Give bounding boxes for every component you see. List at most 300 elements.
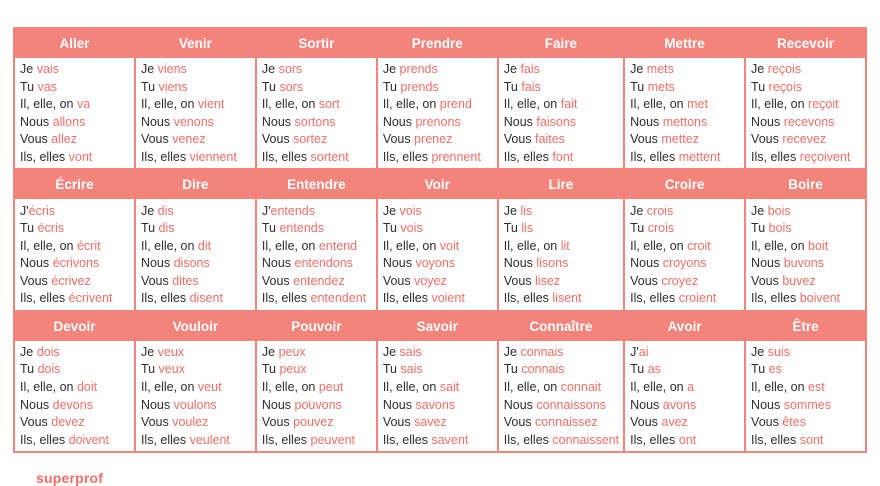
- verb-title: Dire: [136, 170, 255, 199]
- conjugation-line: [262, 345, 372, 360]
- conjugation-line: [20, 80, 130, 95]
- pronoun: Ils, elles: [261, 432, 311, 447]
- verb-form: vais: [36, 62, 59, 77]
- conjugation-line: [141, 362, 251, 377]
- pronoun: Vous: [503, 132, 536, 147]
- conjugation-line: [504, 150, 619, 165]
- verb-title: Recevoir: [746, 29, 865, 58]
- conjugation-line: [383, 221, 493, 236]
- conjugation-line: [20, 398, 130, 413]
- conjugation-line: [504, 97, 619, 112]
- conjugation-line: [20, 380, 130, 395]
- verb-form: écris: [28, 203, 56, 218]
- conjugation-line: [504, 362, 619, 377]
- page-title: [0, 0, 880, 6]
- pronoun: Nous: [382, 114, 416, 129]
- verb-form: dis: [157, 203, 174, 218]
- pronoun: Vous: [20, 415, 52, 430]
- brand-logo: superprof: [36, 470, 104, 486]
- pronoun: Nous: [630, 114, 663, 129]
- verb-form: croient: [678, 291, 717, 306]
- conjugation-line: [262, 398, 372, 413]
- verb-form: savent: [431, 432, 469, 447]
- conjugation-list: [746, 199, 865, 309]
- verb-form: prenons: [415, 114, 461, 129]
- pronoun: Je: [503, 203, 521, 218]
- conjugation-line: [383, 398, 493, 413]
- pronoun: Il, elle, on: [503, 380, 561, 395]
- verb-form: a: [687, 380, 695, 395]
- verb-form: veulent: [189, 432, 230, 447]
- conjugation-line: [20, 415, 130, 430]
- conjugation-line: [262, 433, 372, 448]
- verb-card: [625, 29, 744, 168]
- pronoun: J': [630, 344, 639, 359]
- conjugation-line: [630, 150, 740, 165]
- verb-form: veux: [158, 362, 185, 377]
- conjugation-line: [751, 362, 861, 377]
- verb-form: dois: [36, 344, 60, 359]
- pronoun: Ils, elles: [503, 432, 553, 447]
- conjugation-list: [257, 199, 376, 309]
- conjugation-line: [141, 115, 251, 130]
- conjugation-line: [630, 291, 740, 306]
- verb-form: lit: [560, 238, 570, 253]
- pronoun: Il, elle, on: [751, 380, 809, 395]
- verb-card: [378, 170, 497, 309]
- conjugation-line: [262, 239, 372, 254]
- pronoun: Il, elle, on: [751, 238, 809, 253]
- conjugation-line: [504, 291, 619, 306]
- conjugation-line: [262, 415, 372, 430]
- conjugation-line: [630, 62, 740, 77]
- pronoun: Vous: [382, 415, 415, 430]
- verb-form: écris: [37, 221, 65, 236]
- pronoun: Je: [382, 344, 400, 359]
- verb-form: connais: [520, 344, 564, 359]
- conjugation-line: [262, 362, 372, 377]
- conjugation-line: [20, 221, 130, 236]
- verb-title: Être: [746, 312, 865, 341]
- verb-form: reçois: [768, 79, 802, 94]
- verb-form: buvez: [782, 273, 816, 288]
- pronoun: Ils, elles: [382, 432, 432, 447]
- verb-card: [625, 312, 744, 451]
- verb-form: allez: [51, 132, 77, 147]
- conjugation-line: [751, 97, 861, 112]
- verb-card: [15, 170, 134, 309]
- pronoun: Ils, elles: [630, 432, 679, 447]
- conjugation-line: [383, 239, 493, 254]
- verb-form: devez: [51, 415, 85, 430]
- pronoun: Je: [382, 203, 400, 218]
- verb-form: venons: [173, 114, 214, 129]
- pronoun: Ils, elles: [140, 432, 190, 447]
- conjugation-grid: [13, 27, 867, 453]
- pronoun: Il, elle, on: [261, 380, 319, 395]
- conjugation-line: [751, 433, 861, 448]
- conjugation-line: [630, 380, 740, 395]
- verb-form: bois: [768, 221, 792, 236]
- conjugation-line: [383, 433, 493, 448]
- verb-form: savez: [414, 415, 447, 430]
- pronoun: Il, elle, on: [20, 380, 77, 395]
- pronoun: Il, elle, on: [382, 238, 440, 253]
- verb-title: Devoir: [15, 312, 134, 341]
- verb-title: Entendre: [257, 170, 376, 199]
- verb-title: Connaître: [499, 312, 623, 341]
- conjugation-line: [751, 345, 861, 360]
- pronoun: J': [261, 203, 271, 218]
- pronoun: Il, elle, on: [20, 238, 77, 253]
- conjugation-line: [504, 433, 619, 448]
- verb-form: doivent: [68, 432, 109, 447]
- conjugation-line: [751, 291, 861, 306]
- verb-card: [257, 29, 376, 168]
- verb-form: prends: [399, 62, 438, 77]
- verb-form: sortons: [294, 114, 336, 129]
- verb-card: [257, 312, 376, 451]
- verb-form: allons: [52, 114, 86, 129]
- conjugation-line: [141, 239, 251, 254]
- conjugation-list: [499, 341, 623, 451]
- pronoun: Nous: [503, 397, 537, 412]
- pronoun: Je: [140, 62, 158, 77]
- verb-form: veux: [157, 344, 185, 359]
- conjugation-line: [630, 80, 740, 95]
- pronoun: Nous: [140, 114, 174, 129]
- conjugation-line: [751, 239, 861, 254]
- conjugation-line: [504, 274, 619, 289]
- pronoun: Vous: [503, 415, 536, 430]
- verb-form: dois: [37, 362, 61, 377]
- verb-title: Voir: [378, 170, 497, 199]
- pronoun: Tu: [503, 79, 522, 94]
- verb-form: sait: [439, 380, 460, 395]
- verb-card: [15, 312, 134, 451]
- verb-form: vois: [400, 221, 423, 236]
- verb-title: Vouloir: [136, 312, 255, 341]
- verb-form: peuvent: [310, 432, 355, 447]
- verb-card: [746, 312, 865, 451]
- conjugation-list: [499, 58, 623, 168]
- verb-form: fais: [521, 79, 541, 94]
- pronoun: Tu: [261, 79, 280, 94]
- verb-title: Boire: [746, 170, 865, 199]
- pronoun: Il, elle, on: [261, 97, 319, 112]
- conjugation-line: [751, 80, 861, 95]
- conjugation-list: [15, 199, 134, 309]
- conjugation-line: [630, 97, 740, 112]
- verb-form: peut: [318, 380, 344, 395]
- verb-card: [625, 170, 744, 309]
- verb-form: sors: [279, 79, 304, 94]
- conjugation-list: [378, 58, 497, 168]
- conjugation-line: [262, 97, 372, 112]
- verb-form: sais: [399, 344, 422, 359]
- pronoun: Nous: [261, 397, 295, 412]
- pronoun: Vous: [630, 273, 662, 288]
- pronoun: Nous: [630, 256, 663, 271]
- conjugation-line: [141, 204, 251, 219]
- verb-form: reçois: [767, 62, 802, 77]
- pronoun: Nous: [20, 114, 53, 129]
- conjugation-line: [383, 362, 493, 377]
- pronoun: Je: [751, 203, 768, 218]
- verb-form: êtes: [782, 415, 806, 430]
- verb-form: peux: [278, 344, 306, 359]
- pronoun: Ils, elles: [751, 150, 800, 164]
- conjugation-line: [504, 239, 619, 254]
- verb-card: [136, 170, 255, 309]
- verb-form: mets: [646, 62, 674, 77]
- verb-form: entendent: [310, 291, 367, 306]
- conjugation-line: [383, 80, 493, 95]
- pronoun: Vous: [751, 415, 783, 430]
- pronoun: Il, elle, on: [140, 380, 198, 395]
- pronoun: Je: [630, 62, 647, 77]
- verb-form: veut: [197, 380, 222, 395]
- verb-form: venez: [172, 132, 206, 147]
- pronoun: J': [20, 203, 29, 218]
- conjugation-line: [630, 345, 740, 360]
- verb-form: croyons: [662, 256, 707, 271]
- conjugation-line: [751, 115, 861, 130]
- verb-form: prennent: [431, 150, 481, 164]
- conjugation-line: [141, 415, 251, 430]
- conjugation-line: [383, 415, 493, 430]
- verb-form: crois: [647, 221, 675, 236]
- conjugation-line: [20, 62, 130, 77]
- conjugation-line: [630, 362, 740, 377]
- conjugation-line: [262, 380, 372, 395]
- verb-form: fait: [560, 97, 578, 112]
- conjugation-line: [504, 415, 619, 430]
- pronoun: Ils, elles: [20, 150, 69, 164]
- verb-form: disent: [189, 291, 223, 306]
- verb-form: dit: [197, 238, 212, 253]
- verb-form: ont: [678, 432, 697, 447]
- conjugation-line: [262, 204, 372, 219]
- verb-form: reçoivent: [799, 150, 851, 164]
- verb-form: écrivez: [51, 273, 91, 288]
- conjugation-line: [504, 204, 619, 219]
- conjugation-line: [751, 204, 861, 219]
- verb-form: recevons: [783, 114, 835, 129]
- conjugation-line: [504, 132, 619, 147]
- conjugation-line: [141, 433, 251, 448]
- verb-form: sort: [318, 97, 340, 112]
- verb-form: lisons: [536, 256, 569, 271]
- verb-form: connait: [560, 380, 602, 395]
- pronoun: Je: [20, 344, 37, 359]
- conjugation-line: [20, 115, 130, 130]
- verb-form: viennent: [189, 150, 237, 164]
- pronoun: Il, elle, on: [382, 380, 440, 395]
- conjugation-line: [141, 132, 251, 147]
- pronoun: Ils, elles: [382, 150, 432, 164]
- pronoun: Vous: [261, 273, 294, 288]
- verb-form: mettez: [661, 132, 699, 147]
- verb-form: prend: [439, 97, 472, 112]
- verb-form: crois: [646, 203, 674, 218]
- conjugation-line: [20, 204, 130, 219]
- conjugation-line: [262, 274, 372, 289]
- pronoun: Tu: [140, 79, 159, 94]
- verb-card: [499, 29, 623, 168]
- pronoun: Je: [382, 62, 400, 77]
- verb-form: prends: [400, 79, 439, 94]
- conjugation-line: [504, 62, 619, 77]
- conjugation-line: [504, 398, 619, 413]
- pronoun: Ils, elles: [20, 432, 69, 447]
- verb-form: dis: [158, 221, 175, 236]
- conjugation-line: [630, 221, 740, 236]
- pronoun: Nous: [140, 397, 174, 412]
- pronoun: Vous: [20, 132, 52, 147]
- pronoun: Ils, elles: [261, 150, 311, 164]
- verb-form: reçoit: [808, 97, 839, 112]
- conjugation-line: [141, 380, 251, 395]
- verb-form: vont: [68, 150, 93, 164]
- conjugation-line: [141, 62, 251, 77]
- pronoun: Vous: [382, 132, 415, 147]
- conjugation-line: [20, 433, 130, 448]
- conjugation-line: [630, 433, 740, 448]
- verb-form: voyez: [414, 273, 447, 288]
- conjugation-line: [630, 204, 740, 219]
- pronoun: Vous: [751, 132, 783, 147]
- pronoun: Ils, elles: [140, 150, 190, 164]
- conjugation-line: [383, 274, 493, 289]
- conjugation-list: [15, 58, 134, 168]
- verb-card: [746, 170, 865, 309]
- verb-card: [378, 312, 497, 451]
- conjugation-line: [383, 150, 493, 165]
- pronoun: Vous: [140, 273, 173, 288]
- conjugation-line: [751, 398, 861, 413]
- conjugation-line: [20, 291, 130, 306]
- pronoun: Tu: [382, 79, 401, 94]
- pronoun: Je: [261, 62, 279, 77]
- pronoun: Vous: [261, 415, 294, 430]
- conjugation-line: [141, 221, 251, 236]
- verb-card: [378, 29, 497, 168]
- pronoun: Vous: [140, 415, 173, 430]
- pronoun: Ils, elles: [751, 432, 800, 447]
- conjugation-line: [630, 256, 740, 271]
- pronoun: Vous: [382, 273, 415, 288]
- verb-card: [257, 170, 376, 309]
- verb-form: devons: [52, 397, 93, 412]
- verb-form: entendez: [293, 273, 345, 288]
- conjugation-line: [751, 221, 861, 236]
- conjugation-line: [383, 291, 493, 306]
- verb-form: lisent: [552, 291, 582, 306]
- conjugation-line: [20, 274, 130, 289]
- conjugation-list: [257, 58, 376, 168]
- pronoun: Vous: [630, 132, 662, 147]
- pronoun: Il, elle, on: [382, 97, 440, 112]
- pronoun: Tu: [140, 221, 159, 236]
- pronoun: Nous: [630, 397, 663, 412]
- pronoun: Tu: [261, 362, 280, 377]
- verb-form: viens: [158, 79, 188, 94]
- verb-form: entendons: [294, 256, 353, 271]
- pronoun: Nous: [751, 256, 784, 271]
- verb-title: Prendre: [378, 29, 497, 58]
- conjugation-line: [630, 274, 740, 289]
- verb-form: boivent: [799, 291, 840, 306]
- verb-form: dites: [172, 273, 199, 288]
- conjugation-line: [751, 150, 861, 165]
- verb-form: connaissent: [552, 432, 620, 447]
- verb-form: sais: [400, 362, 423, 377]
- pronoun: Je: [503, 344, 521, 359]
- verb-card: [499, 312, 623, 451]
- conjugation-line: [504, 256, 619, 271]
- verb-form: mettent: [678, 150, 721, 164]
- pronoun: Ils, elles: [261, 291, 311, 306]
- conjugation-line: [751, 256, 861, 271]
- pronoun: Nous: [261, 114, 295, 129]
- pronoun: Tu: [20, 79, 38, 94]
- conjugation-line: [262, 115, 372, 130]
- verb-form: boit: [808, 238, 829, 253]
- verb-form: croyez: [661, 273, 699, 288]
- conjugation-line: [383, 62, 493, 77]
- verb-form: pouvez: [293, 415, 334, 430]
- pronoun: Tu: [140, 362, 159, 377]
- pronoun: Vous: [751, 273, 783, 288]
- pronoun: Tu: [503, 362, 522, 377]
- pronoun: Tu: [630, 79, 648, 94]
- conjugation-line: [504, 80, 619, 95]
- verb-form: pouvons: [294, 397, 342, 412]
- verb-form: prenez: [414, 132, 453, 147]
- pronoun: Nous: [261, 256, 295, 271]
- conjugation-line: [751, 62, 861, 77]
- verb-form: entends: [270, 203, 315, 218]
- verb-form: voit: [439, 238, 460, 253]
- verb-form: connaissons: [536, 397, 606, 412]
- verb-form: croit: [687, 238, 711, 253]
- conjugation-line: [751, 132, 861, 147]
- conjugation-list: [499, 199, 623, 309]
- pronoun: Tu: [630, 221, 648, 236]
- conjugation-line: [262, 291, 372, 306]
- pronoun: Nous: [20, 397, 53, 412]
- pronoun: Nous: [751, 397, 784, 412]
- verb-form: lis: [521, 221, 534, 236]
- pronoun: Ils, elles: [503, 291, 553, 306]
- conjugation-line: [504, 345, 619, 360]
- pronoun: Il, elle, on: [20, 97, 77, 112]
- verb-form: as: [647, 362, 661, 377]
- conjugation-line: [20, 256, 130, 271]
- conjugation-line: [383, 204, 493, 219]
- verb-card: [15, 29, 134, 168]
- pronoun: Tu: [751, 79, 769, 94]
- verb-form: avons: [662, 397, 697, 412]
- conjugation-line: [20, 132, 130, 147]
- pronoun: Nous: [20, 256, 53, 271]
- verb-card: [136, 312, 255, 451]
- conjugation-line: [383, 345, 493, 360]
- conjugation-line: [504, 221, 619, 236]
- conjugation-line: [630, 398, 740, 413]
- conjugation-list: [136, 58, 255, 168]
